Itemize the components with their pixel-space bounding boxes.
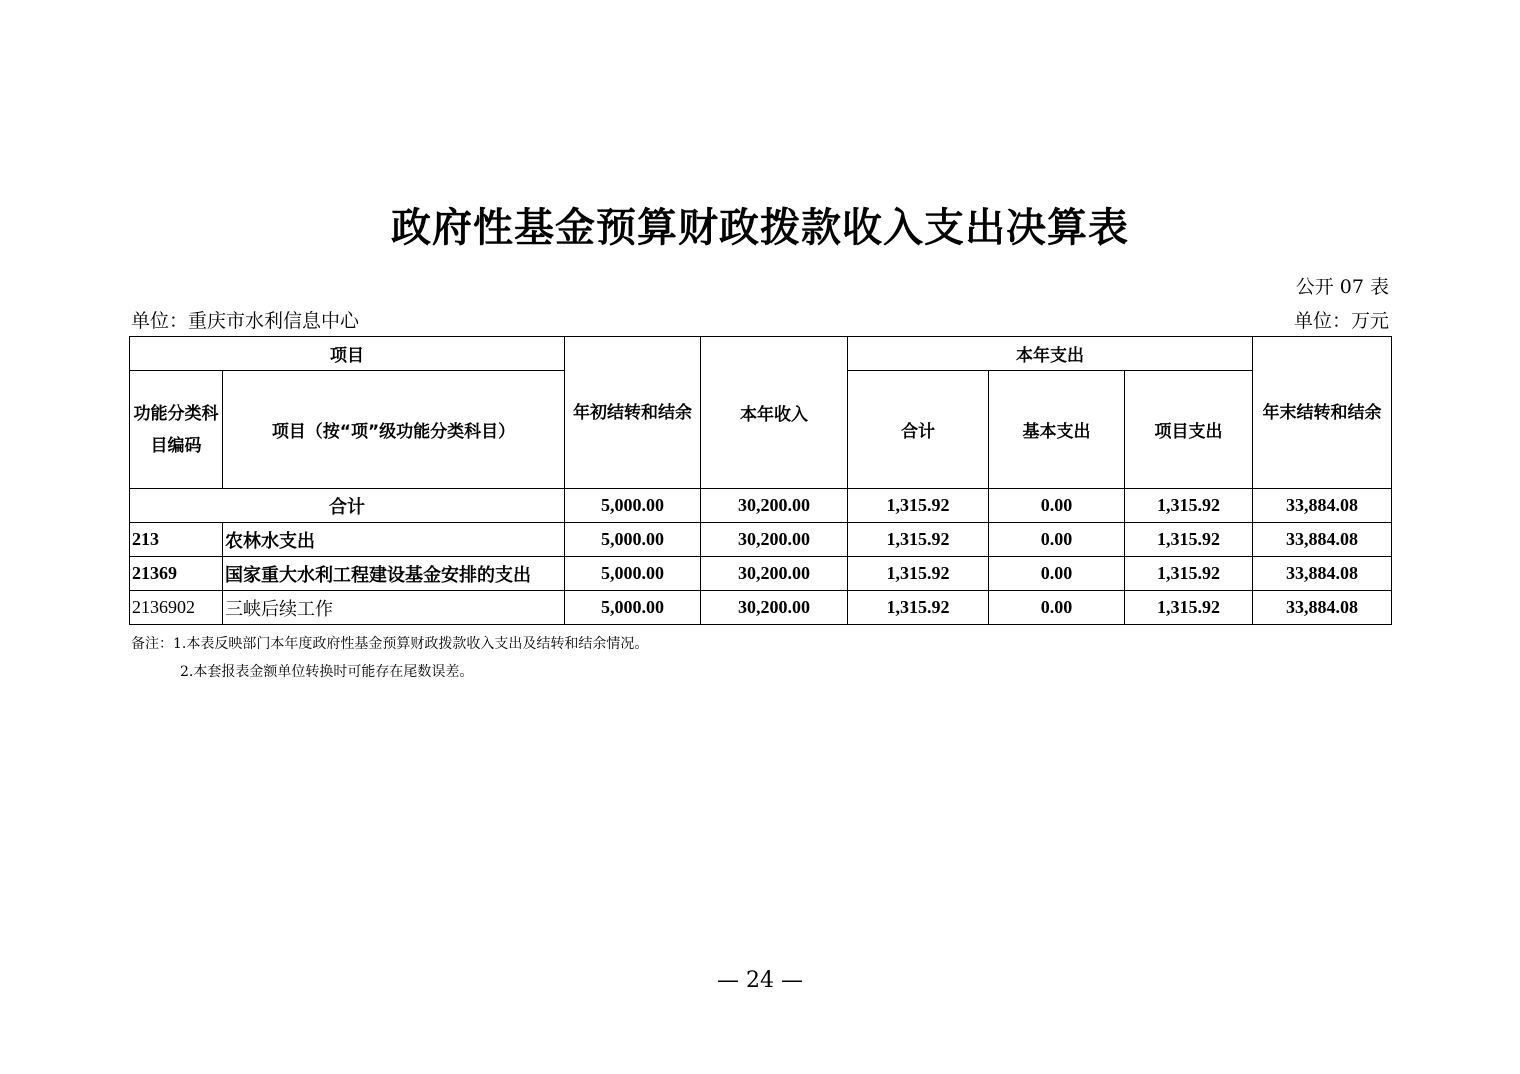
total-expense-project: 1,315.92 — [1125, 489, 1253, 523]
total-closing: 33,884.08 — [1253, 489, 1392, 523]
row-expense-total: 1,315.92 — [848, 557, 989, 591]
header-expense-total: 合计 — [848, 371, 989, 489]
table-row — [130, 557, 1392, 591]
total-opening: 5,000.00 — [565, 489, 701, 523]
total-expense-basic: 0.00 — [989, 489, 1125, 523]
row-expense-basic: 0.00 — [989, 557, 1125, 591]
header-func-code: 功能分类科目编码 — [130, 371, 223, 489]
row-opening: 5,000.00 — [565, 557, 701, 591]
row-expense-basic: 0.00 — [989, 591, 1125, 625]
note-2: 2.本套报表金额单位转换时可能存在尾数误差。 — [180, 664, 474, 680]
header-row-1 — [130, 337, 1392, 371]
header-closing-balance: 年末结转和结余 — [1253, 337, 1392, 489]
row-opening: 5,000.00 — [565, 523, 701, 557]
table-row — [130, 523, 1392, 557]
row-code: 2136902 — [130, 591, 223, 625]
header-expense-project: 项目支出 — [1125, 371, 1253, 489]
total-expense-total: 1,315.92 — [848, 489, 989, 523]
row-closing: 33,884.08 — [1253, 523, 1392, 557]
page-number: — 24 — — [717, 968, 803, 993]
row-closing: 33,884.08 — [1253, 591, 1392, 625]
row-expense-project: 1,315.92 — [1125, 591, 1253, 625]
row-expense-project: 1,315.92 — [1125, 523, 1253, 557]
row-code: 213 — [130, 523, 223, 557]
row-income: 30,200.00 — [701, 557, 848, 591]
row-expense-project: 1,315.92 — [1125, 557, 1253, 591]
total-income: 30,200.00 — [701, 489, 848, 523]
header-expense-basic: 基本支出 — [989, 371, 1125, 489]
header-item-group: 项目 — [130, 337, 565, 371]
row-income: 30,200.00 — [701, 591, 848, 625]
row-name: 农林水支出 — [223, 523, 565, 557]
unit-currency: 单位：万元 — [1293, 310, 1389, 332]
row-name: 国家重大水利工程建设基金安排的支出 — [223, 557, 565, 591]
row-code: 21369 — [130, 557, 223, 591]
row-expense-total: 1,315.92 — [848, 591, 989, 625]
total-row — [130, 489, 1392, 523]
header-opening-balance: 年初结转和结余 — [565, 337, 701, 489]
row-opening: 5,000.00 — [565, 591, 701, 625]
header-current-expense: 本年支出 — [848, 337, 1253, 371]
header-item-name: 项目（按“项”级功能分类科目） — [223, 371, 565, 489]
document-title: 政府性基金预算财政拨款收入支出决算表 — [391, 204, 1129, 251]
budget-table — [129, 336, 1392, 625]
total-label: 合计 — [130, 489, 565, 523]
note-1: 备注：1.本表反映部门本年度政府性基金预算财政拨款收入支出及结转和结余情况。 — [131, 636, 649, 652]
row-closing: 33,884.08 — [1253, 557, 1392, 591]
table-row — [130, 591, 1392, 625]
table-number: 公开 07 表 — [1295, 276, 1389, 298]
header-current-income: 本年收入 — [701, 337, 848, 489]
row-expense-total: 1,315.92 — [848, 523, 989, 557]
unit-organization: 单位：重庆市水利信息中心 — [131, 310, 360, 332]
row-income: 30,200.00 — [701, 523, 848, 557]
row-expense-basic: 0.00 — [989, 523, 1125, 557]
row-name: 三峡后续工作 — [223, 591, 565, 625]
